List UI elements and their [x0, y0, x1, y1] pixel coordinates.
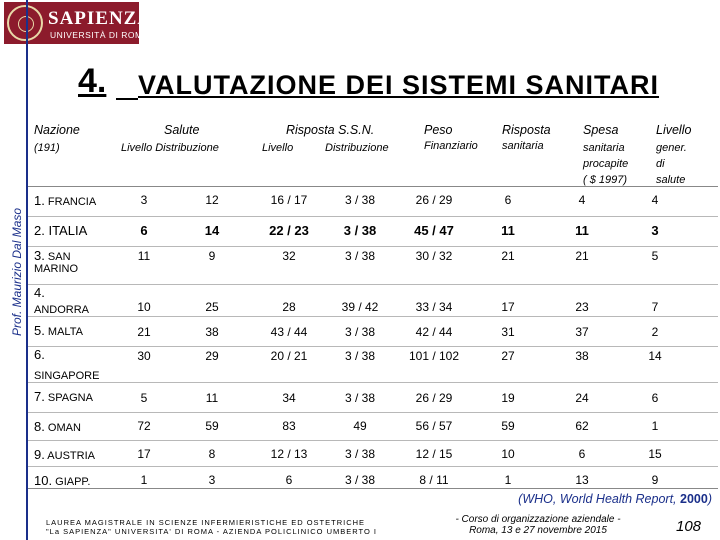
value-cell: 30	[137, 349, 151, 363]
value-cell: 25	[205, 300, 219, 314]
value-cell: 24	[575, 391, 589, 405]
value-cell: 8 / 11	[419, 473, 449, 487]
value-cell: 9	[208, 249, 216, 263]
header-livello: Livello	[656, 123, 692, 137]
value-cell: 5	[140, 391, 148, 405]
country-cell	[34, 449, 95, 462]
value-cell: 3 / 38	[344, 447, 376, 461]
header-risposta: Risposta	[502, 123, 551, 137]
table-row	[28, 382, 718, 413]
value-cell: 10	[501, 447, 515, 461]
value-cell: 43 / 44	[270, 325, 308, 339]
value-cell: 7	[651, 300, 659, 314]
value-cell: 3	[140, 193, 148, 207]
country-rank: 9.	[34, 447, 45, 462]
value-cell: 3 / 38	[344, 249, 376, 263]
value-cell: 1	[651, 419, 659, 433]
header-peso: Peso	[424, 123, 453, 137]
country-rank: 6.	[34, 347, 45, 362]
country-rank: 8.	[34, 419, 45, 434]
value-cell: 3	[208, 473, 216, 487]
value-cell: 56 / 57	[415, 419, 453, 433]
value-cell: 12	[205, 193, 219, 207]
country-name-line2: MARINO	[34, 263, 78, 275]
value-cell: 3 / 38	[344, 349, 376, 363]
source-close: )	[707, 492, 712, 506]
country-rank: 3.	[34, 248, 45, 263]
source-citation	[518, 492, 712, 506]
footer-mid-line: - Corso di organizzazione aziendale -	[455, 514, 621, 525]
value-cell: 12 / 15	[415, 447, 453, 461]
value-cell: 11	[575, 223, 589, 238]
value-cell: 3 / 38	[344, 325, 376, 339]
header-salute: Salute	[164, 123, 200, 137]
country-rank: 10.	[34, 473, 53, 488]
header-risposta-ssn: Risposta S.S.N.	[286, 123, 375, 137]
value-cell: 49	[353, 419, 367, 433]
value-cell: 12 / 13	[270, 447, 308, 461]
value-cell: 21	[137, 325, 151, 339]
value-cell: 17	[501, 300, 515, 314]
table-bottom-rule	[28, 488, 718, 489]
value-cell: 11	[205, 391, 219, 405]
country-cell	[34, 287, 89, 316]
value-cell: 101 / 102	[408, 349, 460, 363]
value-cell: 32	[282, 249, 296, 263]
footer-left-line: LAUREA MAGISTRALE IN SCIENZE INFERMIERISTICHE ED OSTETRICHE	[46, 518, 366, 527]
value-cell: 33 / 34	[415, 300, 453, 314]
country-name-line2: SINGAPORE	[34, 370, 100, 382]
value-cell: 4	[578, 193, 586, 207]
source-text: (WHO, World Health Report,	[518, 492, 677, 506]
spesa-sub-line: ( $ 1997)	[583, 174, 628, 186]
table-row	[28, 346, 718, 383]
value-cell: 16 / 17	[270, 193, 308, 207]
country-name: OMAN	[47, 422, 81, 434]
value-cell: 14	[204, 223, 220, 238]
value-cell: 37	[575, 325, 589, 339]
header-peso-sub: Finanziario	[424, 140, 478, 152]
country-name: ITALIA	[48, 223, 88, 238]
header-ssn-livello: Livello	[262, 142, 294, 154]
value-cell: 10	[137, 300, 151, 314]
value-cell: 5	[651, 249, 659, 263]
value-cell: 8	[208, 447, 216, 461]
country-cell	[34, 195, 96, 208]
value-cell: 21	[575, 249, 589, 263]
value-cell: 2	[651, 325, 659, 339]
country-name: MALTA	[47, 326, 83, 338]
title-underline-gap	[116, 98, 138, 100]
country-name: GIAPP.	[55, 476, 91, 488]
value-cell: 34	[282, 391, 296, 405]
table-row	[28, 440, 718, 467]
value-cell: 21	[501, 249, 515, 263]
page-number: 108	[676, 518, 702, 535]
footer-mid-line: Roma, 13 e 27 novembre 2015	[469, 525, 607, 536]
value-cell: 1	[140, 473, 148, 487]
country-cell	[34, 421, 81, 434]
spesa-sub-line: procapite	[583, 158, 629, 170]
value-cell: 38	[205, 325, 219, 339]
value-cell: 15	[648, 447, 662, 461]
table-row	[28, 186, 718, 217]
country-name: AUSTRIA	[47, 450, 95, 462]
value-cell: 62	[575, 419, 589, 433]
value-cell: 42 / 44	[415, 325, 453, 339]
country-cell	[34, 225, 87, 237]
header-salute-sub: Livello Distribuzione	[121, 142, 219, 154]
value-cell: 9	[651, 473, 659, 487]
country-rank: 7.	[34, 389, 45, 404]
table-row	[28, 316, 718, 347]
livello-sub-line: di	[656, 158, 665, 170]
header-count: (191)	[34, 142, 60, 154]
country-name: SAN	[47, 251, 71, 263]
value-cell: 6	[285, 473, 293, 487]
slide-number: 4.	[78, 62, 107, 100]
value-cell: 31	[501, 325, 515, 339]
value-cell: 72	[137, 419, 151, 433]
value-cell: 30 / 32	[415, 249, 453, 263]
footer-course-info	[46, 518, 377, 536]
header-nazione: Nazione	[34, 123, 80, 137]
value-cell: 45 / 47	[414, 223, 454, 238]
value-cell: 20 / 21	[270, 349, 308, 363]
value-cell: 19	[501, 391, 515, 405]
value-cell: 1	[504, 473, 512, 487]
footer-left-line: "La SAPIENZA" UNIVERSITA' DI ROMA - AZIENDA POLICLINICO UMBERTO I	[46, 527, 377, 536]
country-cell	[34, 349, 99, 382]
header-livello-sub	[656, 140, 687, 188]
country-name: FRANCIA	[47, 196, 97, 208]
spesa-sub-line: sanitaria	[583, 142, 625, 154]
value-cell: 6	[140, 223, 148, 238]
table-row	[28, 466, 718, 489]
value-cell: 38	[575, 349, 589, 363]
country-rank: 2.	[34, 223, 45, 238]
value-cell: 3 / 38	[344, 391, 376, 405]
value-cell: 3 / 38	[344, 193, 376, 207]
value-cell: 4	[651, 193, 659, 207]
value-cell: 6	[578, 447, 586, 461]
country-rank: 4.	[34, 285, 45, 300]
header-spesa-sub	[583, 140, 628, 188]
slide-title: VALUTAZIONE DEI SISTEMI SANITARI	[138, 70, 660, 100]
table-row	[28, 284, 718, 317]
value-cell: 6	[504, 193, 512, 207]
value-cell: 39 / 42	[341, 300, 379, 314]
sapienza-logo	[4, 2, 153, 44]
value-cell: 27	[501, 349, 515, 363]
university-seal-icon	[7, 5, 43, 41]
value-cell: 23	[575, 300, 589, 314]
value-cell: 22 / 23	[269, 223, 309, 238]
value-cell: 3	[651, 223, 659, 238]
country-name-line2: ANDORRA	[34, 304, 90, 316]
value-cell: 3 / 38	[343, 223, 377, 238]
table-row	[28, 216, 718, 247]
value-cell: 13	[575, 473, 589, 487]
value-cell: 59	[205, 419, 219, 433]
value-cell: 11	[501, 223, 515, 238]
logo-name: SAPIENZA	[48, 8, 153, 29]
country-rank: 1.	[34, 193, 45, 208]
value-cell: 29	[205, 349, 219, 363]
country-cell	[34, 391, 93, 404]
country-cell	[34, 325, 83, 338]
logo-subtitle: UNIVERSITÀ DI ROMA	[50, 30, 149, 40]
header-risposta-sub: sanitaria	[502, 140, 544, 152]
value-cell: 26 / 29	[415, 391, 453, 405]
country-name: SPAGNA	[47, 392, 93, 404]
table-row	[28, 412, 718, 441]
value-cell: 17	[137, 447, 151, 461]
footer-lecture-info	[438, 514, 638, 536]
author-side-text: Prof. Maurizio Dal Maso	[10, 207, 24, 336]
value-cell: 11	[137, 249, 151, 263]
source-year: 2000	[680, 492, 708, 506]
value-cell: 26 / 29	[415, 193, 453, 207]
value-cell: 14	[648, 349, 662, 363]
country-rank: 5.	[34, 323, 45, 338]
value-cell: 59	[501, 419, 515, 433]
country-cell	[34, 475, 90, 488]
header-spesa: Spesa	[583, 123, 619, 137]
value-cell: 83	[282, 419, 296, 433]
table-row	[28, 246, 718, 285]
livello-sub-line: salute	[656, 174, 686, 186]
country-cell	[34, 250, 78, 275]
value-cell: 6	[651, 391, 659, 405]
header-ssn-distribuzione: Distribuzione	[325, 142, 389, 154]
value-cell: 28	[282, 300, 296, 314]
livello-sub-line: gener.	[656, 142, 687, 154]
value-cell: 3 / 38	[344, 473, 376, 487]
